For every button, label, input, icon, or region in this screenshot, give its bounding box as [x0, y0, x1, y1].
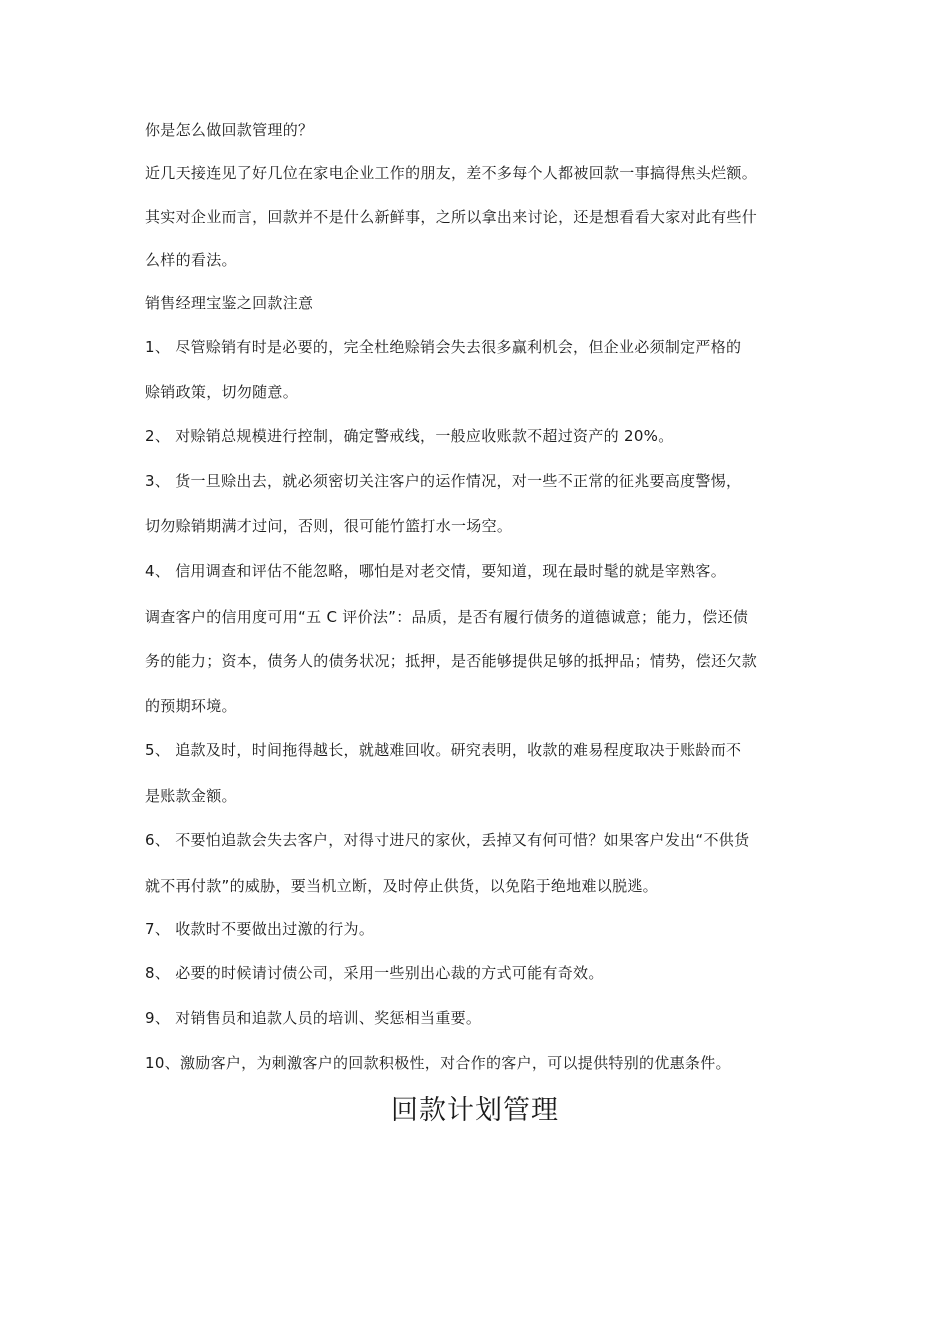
list-item-1-line: 1、 尽管赊销有时是必要的，完全杜绝赊销会失去很多赢利机会，但企业必须制定严格的	[145, 338, 742, 356]
intro-line: 么样的看法。	[145, 251, 237, 269]
list-item-9-line: 9、 对销售员和追款人员的培训、奖惩相当重要。	[145, 1009, 482, 1027]
question-line: 你是怎么做回款管理的？	[145, 121, 314, 139]
list-item-8-line: 8、 必要的时候请讨债公司，采用一些别出心裁的方式可能有奇效。	[145, 964, 604, 982]
list-item-5-line: 是账款金额。	[145, 787, 237, 805]
list-item-7-line: 7、 收款时不要做出过激的行为。	[145, 920, 375, 938]
page-title: 回款计划管理	[391, 1095, 559, 1126]
list-item-4-line: 调查客户的信用度可用“五 C 评价法”：品质，是否有履行债务的道德诚意；能力，偿还债	[145, 608, 749, 626]
intro-line: 其实对企业而言，回款并不是什么新鲜事，之所以拿出来讨论，还是想看看大家对此有些什	[145, 208, 758, 226]
list-item-1-line: 赊销政策，切勿随意。	[145, 383, 299, 401]
list-item-6-line: 就不再付款”的威胁，要当机立断，及时停止供货，以免陷于绝地难以脱逃。	[145, 877, 658, 895]
list-item-4-line: 4、 信用调查和评估不能忽略，哪怕是对老交情，要知道，现在最时髦的就是宰熟客。	[145, 562, 727, 580]
list-item-5-line: 5、 追款及时，时间拖得越长，就越难回收。研究表明，收款的难易程度取决于账龄而不	[145, 741, 742, 759]
list-item-4-line: 的预期环境。	[145, 697, 237, 715]
list-item-3-line: 3、 货一旦赊出去，就必须密切关注客户的运作情况，对一些不正常的征兆要高度警惕，	[145, 472, 742, 490]
intro-line: 近几天接连见了好几位在家电企业工作的朋友，差不多每个人都被回款一事搞得焦头烂额。	[145, 164, 758, 182]
list-item-3-line: 切勿赊销期满才过问，否则，很可能竹篮打水一场空。	[145, 517, 513, 535]
list-item-2-line: 2、 对赊销总规模进行控制，确定警戒线，一般应收账款不超过资产的 20%。	[145, 427, 674, 445]
list-item-10-line: 10、激励客户，为刺激客户的回款积极性，对合作的客户，可以提供特别的优惠条件。	[145, 1054, 731, 1072]
list-item-6-line: 6、 不要怕追款会失去客户，对得寸进尺的家伙，丢掉又有何可惜？如果客户发出“不供货	[145, 831, 750, 849]
section-heading: 销售经理宝鉴之回款注意	[145, 294, 314, 312]
list-item-4-line: 务的能力；资本，债务人的债务状况；抵押，是否能够提供足够的抵押品；情势，偿还欠款	[145, 652, 758, 670]
